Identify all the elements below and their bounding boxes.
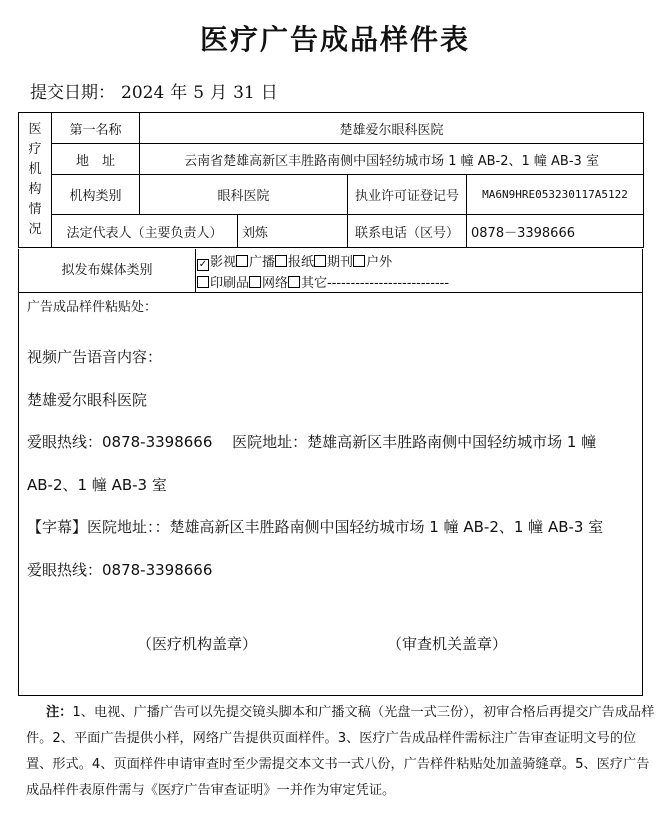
submit-date [30, 78, 284, 103]
subtitle-hotline-line: 爱眼热线：0878-3398666 [27, 561, 213, 579]
institution-seal-label: （医疗机构盖章） [137, 635, 258, 653]
paste-heading: 广告成品样件粘贴处： [27, 300, 158, 315]
sample-paste-area [18, 293, 643, 696]
institution-name: 楚雄爱尔眼科医院 [140, 113, 644, 144]
checkbox-newspaper[interactable] [275, 255, 314, 270]
institution-address: 云南省楚雄高新区丰胜路南侧中国轻纺城市场 1 幢 AB-2、1 幢 AB-3 室 [140, 144, 644, 175]
address-continued-line: AB-2、1 幢 AB-3 室 [27, 476, 167, 494]
representative-name: 刘炼 [238, 215, 348, 248]
hospital-name-line: 楚雄爱尔眼科医院 [27, 391, 148, 409]
option-label: 影视 [210, 255, 237, 270]
section-char: 机 [28, 162, 42, 177]
checkbox-icon [275, 255, 287, 267]
option-label: 广播 [249, 255, 276, 270]
checkbox-other[interactable] [288, 276, 327, 291]
institution-category: 眼科医院 [140, 175, 348, 215]
option-label: 期刊 [327, 255, 354, 270]
checkbox-icon [288, 276, 300, 288]
option-label: 报纸 [288, 255, 315, 270]
review-authority-seal-label: （审查机关盖章） [387, 635, 508, 653]
contact-phone: 0878－3398666 [467, 215, 644, 248]
checkbox-outdoor[interactable] [353, 255, 392, 270]
address-label: 地 址 [52, 144, 140, 175]
media-type-label: 拟发布媒体类别 [19, 249, 196, 292]
checkbox-icon [353, 255, 365, 267]
option-label: 印刷品 [210, 276, 250, 291]
section-char: 医 [28, 122, 42, 137]
checkbox-radio[interactable] [236, 255, 275, 270]
submit-date-day: 31 [233, 83, 255, 103]
representative-label: 法定代表人（主要负责人） [52, 215, 238, 248]
voice-content-heading: 视频广告语音内容： [27, 348, 163, 366]
checkbox-film[interactable] [197, 255, 236, 270]
checkbox-periodical[interactable] [314, 255, 353, 270]
name-label: 第一名称 [52, 113, 140, 144]
license-label: 执业许可证登记号 [348, 175, 467, 215]
license-number: MA6N9HRE053230117A5122 [467, 175, 644, 215]
subtitle-address-line: 【字幕】医院地址：：楚雄高新区丰胜路南侧中国轻纺城市场 1 幢 AB-2、1 幢 AB-3 室 [27, 518, 604, 536]
checkbox-icon [249, 276, 261, 288]
category-label: 机构类别 [52, 175, 140, 215]
institution-table [18, 112, 644, 248]
notes-lead: 注： [46, 705, 73, 720]
phone-label: 联系电话（区号） [348, 215, 467, 248]
section-char: 情 [28, 202, 42, 217]
media-options-row2 [197, 272, 449, 291]
option-label: 户外 [366, 255, 393, 270]
section-char: 况 [28, 222, 42, 237]
month-unit: 月 [210, 83, 228, 103]
media-options-row1 [197, 251, 392, 271]
other-fill-line: -------------------------- [327, 276, 450, 291]
checkbox-icon [314, 255, 326, 267]
option-label: 网络 [262, 276, 289, 291]
option-label: 其它 [301, 276, 328, 291]
checkbox-print[interactable] [197, 276, 249, 291]
submit-date-year: 2024 [121, 83, 165, 103]
section-char: 构 [28, 182, 42, 197]
submit-date-label: 提交日期： [30, 83, 115, 103]
notes-text: 1、电视、广播广告可以先提交镜头脚本和广播文稿（光盘一式三份），初审合格后再提交广告成品样件。2、平面广告提供小样，网络广告提供页面样件。3、医疗广告成品样件需标注广告审查证明文号的位置、形式。4、页面样件申请审查时至少需提交本文书一式八份，广告样件粘贴处加盖骑缝章。5、医疗广告成品样件表原件需与《医疗广告审查证明》一并作为审定凭证。 [26, 705, 655, 798]
hotline-address-line: 爱眼热线：0878-3398666 医院地址：楚雄高新区丰胜路南侧中国轻纺城市场 1 幢 [27, 433, 597, 451]
form-title: 医疗广告成品样件表 [199, 23, 470, 56]
day-unit: 日 [260, 83, 278, 103]
checkmark-icon: ✓ [198, 259, 208, 270]
notes-paragraph [26, 700, 656, 804]
year-unit: 年 [170, 83, 188, 103]
checkbox-network[interactable] [249, 276, 288, 291]
section-label [19, 113, 52, 248]
media-type-row [18, 249, 643, 293]
submit-date-month: 5 [193, 83, 205, 103]
checkbox-icon [236, 255, 248, 267]
checkbox-icon [197, 276, 209, 288]
section-char: 疗 [28, 142, 42, 157]
